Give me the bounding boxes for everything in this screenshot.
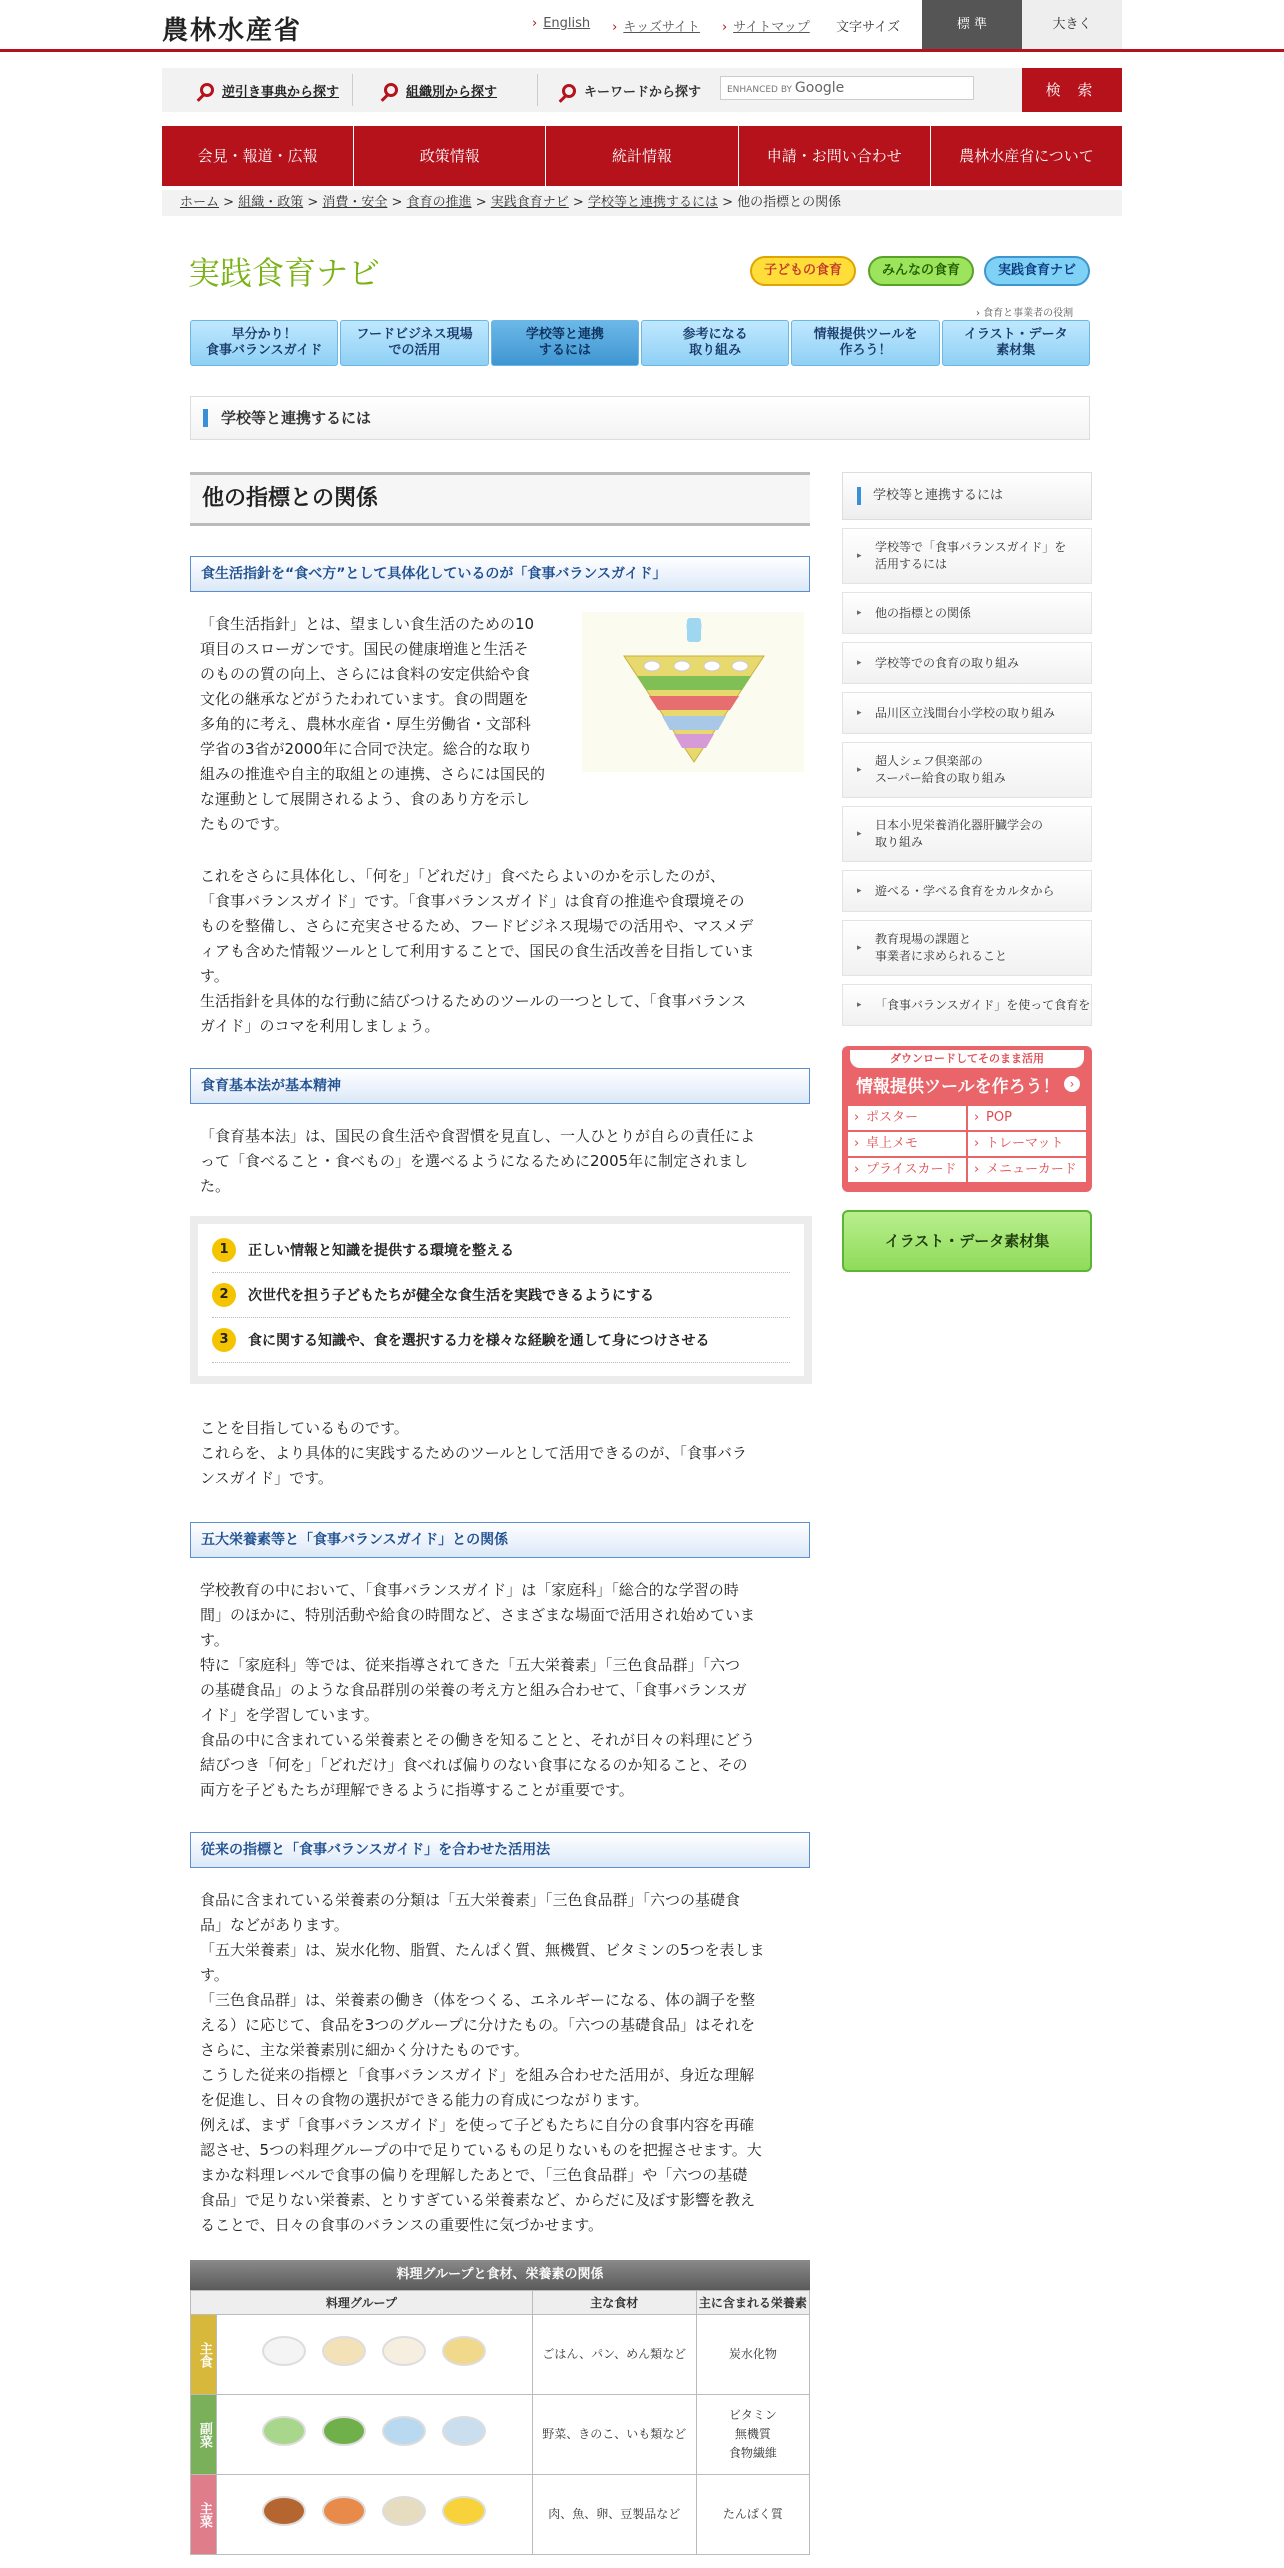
keyword-search-input[interactable]	[720, 76, 974, 100]
greens-image	[382, 2416, 426, 2446]
table-header-row	[191, 2291, 810, 2315]
dish-images	[217, 2315, 533, 2395]
subnav-illustrations[interactable]: イラスト・データ 素材集	[942, 320, 1090, 366]
search-icon	[384, 83, 398, 97]
breadcrumb-home[interactable]: ホーム	[180, 195, 220, 210]
subnav-reference[interactable]: 参考になる 取り組み	[641, 320, 789, 366]
th-food: 主な食材	[532, 2291, 696, 2315]
sidebar-item-school-use[interactable]: ▸ 学校等で「食事バランスガイド」を 活用するには	[842, 528, 1092, 584]
arrow-right-icon[interactable]: ›	[1064, 1076, 1080, 1092]
bread-image	[322, 2336, 366, 2366]
sidebar-item-karuta[interactable]: ▸ 遊べる・学べる食育をカルタから	[842, 870, 1092, 912]
header-bar	[0, 0, 1284, 52]
sub-nav	[190, 320, 1090, 366]
org-search-label: 組織別から探す	[406, 84, 498, 100]
fish-image	[322, 2496, 366, 2526]
page-title: 他の指標との関係	[190, 472, 810, 526]
placeholder-enhanced: ENHANCED BY	[727, 85, 793, 95]
link-sitemap[interactable]: › サイトマップ	[722, 16, 810, 35]
breadcrumb-school[interactable]: 学校等と連携するには	[587, 195, 718, 210]
heading-nutrients: 五大栄養素等と「食事バランスガイド」との関係	[190, 1522, 810, 1558]
tool-download-panel	[842, 1046, 1092, 1192]
group-name: 主食	[191, 2315, 217, 2395]
navi-brand-logo[interactable]	[188, 248, 380, 294]
group-name: 主菜	[191, 2475, 217, 2555]
tool-link-poster[interactable]: › ポスター	[848, 1106, 966, 1130]
table-title: 料理グループと食材、栄養素の関係	[190, 2260, 810, 2290]
th-group: 料理グループ	[191, 2291, 533, 2315]
illustration-data-button[interactable]: イラスト・データ素材集	[842, 1210, 1092, 1272]
placeholder-google: Google	[794, 80, 845, 96]
sidebar-item-use-guide[interactable]: ▸ 「食事バランスガイド」を使って食育を	[842, 984, 1092, 1026]
dish-images	[217, 2475, 533, 2555]
font-size-large-button[interactable]: 大きく	[1022, 0, 1122, 49]
breadcrumb-shokuiku[interactable]: 食育の推進	[406, 195, 472, 210]
heading-combined-use: 従来の指標と「食事バランスガイド」を合わせた活用法	[190, 1832, 810, 1868]
subnav-tools[interactable]: 情報提供ツールを 作ろう！	[791, 320, 939, 366]
simmered-image	[442, 2416, 486, 2446]
food-cell: 野菜、きのこ、いも類など	[532, 2395, 696, 2475]
tool-link-desk-memo[interactable]: › 卓上メモ	[848, 1132, 966, 1156]
breadcrumb-sep: >	[471, 195, 491, 210]
nutrient-cell: ビタミン 無機質 食物繊維	[696, 2395, 809, 2475]
sidebar-item-pediatric-society[interactable]: ▸ 日本小児栄養消化器肝臓学会の 取り組み	[842, 806, 1092, 862]
principle-item	[212, 1318, 790, 1363]
paragraph-nutrients: 学校教育の中において、「食事バランスガイド」は「家庭科」「総合的な学習の時 間」のほかに、特別活動や給食の時間など、さまざまな場面で活用され始めていま す。 特に「家庭科」等では、従来指導されてきた「五大栄養素」「三色食品群」「六つ の基礎食品」のような食品群別の栄養の考え方と組み合わせて、「食事バランスガ イド」を学習しています。 食品の中に含まれている栄養素とその働きを知ることと、それが日々の料理にどう 結びつき「何を」「どれだけ」食べれば偏りのない食事になるのか知ること、その 両方を子どもたちが理解できるように指導することが重要です。	[200, 1581, 756, 1799]
sidebar-item-school-efforts[interactable]: ▸ 学校等での食育の取り組み	[842, 642, 1092, 684]
pill-kids-shokuiku[interactable]: 子どもの食育	[750, 256, 856, 286]
subnav-balance-guide[interactable]: 早分かり！ 食事バランスガイド	[190, 320, 338, 366]
pill-practice-navi[interactable]: 実践食育ナビ	[984, 256, 1090, 286]
heading-guidelines: 食生活指針を“食べ方”として具体化しているのが「食事バランスガイド」	[190, 556, 810, 592]
link-english[interactable]: › English	[532, 16, 590, 35]
table-row	[191, 2475, 810, 2555]
breadcrumb-navi[interactable]: 実践食育ナビ	[490, 195, 569, 210]
section-heading: 学校等と連携するには	[190, 396, 1090, 440]
gnav-press[interactable]: 会見・報道・広報	[162, 126, 354, 186]
subnav-school[interactable]: 学校等と連携 するには	[491, 320, 639, 366]
tool-links	[848, 1106, 1086, 1182]
utility-links	[532, 16, 810, 35]
subnav-food-business[interactable]: フードビジネス現場 での活用	[340, 320, 488, 366]
table-row	[191, 2315, 810, 2395]
paragraph-aims: ことを目指しているものです。 これらを、より具体的に実践するためのツールとして活用できるのが、「食事バラ ンスガイド」です。	[200, 1419, 747, 1487]
principle-text: 食に関する知識や、食を選択する力を様々な経験を通して身につけさせる	[248, 1333, 710, 1349]
gnav-policy[interactable]: 政策情報	[354, 126, 546, 186]
download-title[interactable]: 情報提供ツールを作ろう！	[856, 1077, 1060, 1097]
tool-link-pop[interactable]: › POP	[968, 1106, 1086, 1130]
gnav-statistics[interactable]: 統計情報	[546, 126, 738, 186]
keyword-label-text: キーワードから探す	[584, 85, 702, 100]
gnav-application[interactable]: 申請・お問い合わせ	[739, 126, 931, 186]
sidebar-heading[interactable]: 学校等と連携するには	[842, 472, 1092, 520]
brand-accent: 実践	[188, 254, 253, 292]
keyword-label	[562, 81, 701, 100]
breadcrumb-consumer-safety[interactable]: 消費・安全	[322, 195, 388, 210]
sidebar-item-chef-club[interactable]: ▸ 超人シェフ倶楽部の スーパー給食の取り組み	[842, 742, 1092, 798]
download-caption: ダウンロードしてそのまま活用	[850, 1050, 1084, 1068]
search-submit-button[interactable]: 検 索	[1022, 68, 1122, 112]
paragraph-basic-law: 「食育基本法」は、国民の食生活や食習慣を見直し、一人ひとりが自らの責任によ って「食べること・食べもの」を選べるようになるために2005年に制定されまし た。	[200, 1127, 756, 1195]
breadcrumb-current: 他の指標との関係	[737, 195, 842, 210]
breadcrumb-sep: >	[387, 195, 407, 210]
reverse-lookup-label: 逆引き事典から探す	[222, 84, 340, 100]
breadcrumb-sep: >	[219, 195, 239, 210]
food-cell: ごはん、パン、めん類など	[532, 2315, 696, 2395]
pasta-image	[382, 2336, 426, 2366]
org-search-button[interactable]	[384, 68, 497, 112]
tofu-image	[382, 2496, 426, 2526]
principle-number: 2	[212, 1283, 236, 1307]
vegetable-image	[322, 2416, 366, 2446]
paragraph-balance-guide: これをさらに具体化し、「何を」「どれだけ」食べたらよいのかを示したのが、 「食事バランスガイド」です。「食事バランスガイド」は食育の推進や食環境その ものを整備し、さらに充実させるため、フードビジネス現場での活用や、マスメデ ィアも含めた情報ツールとして利用することで、国民の食生活改善を目指していま す。 生活指針を具体的な行動に結びつけるためのツールの一つとして、「食事バランス ガイド」のコマを利用しましょう。	[200, 867, 755, 1035]
reverse-lookup-button[interactable]	[200, 68, 339, 112]
principle-number: 1	[212, 1238, 236, 1262]
search-icon	[562, 84, 576, 98]
food-cell: 肉、魚、卵、豆製品など	[532, 2475, 696, 2555]
nutrient-cell: たんぱく質	[696, 2475, 809, 2555]
nutrient-cell: 炭水化物	[696, 2315, 809, 2395]
sidebar-item-shinagawa[interactable]: ▸ 品川区立浅間台小学校の取り組み	[842, 692, 1092, 734]
balance-guide-pyramid-image	[582, 612, 804, 772]
paragraph-guidelines: 「食生活指針」とは、望ましい食生活のための10 項目のスローガンです。国民の健康増進と生活そ のものの質の向上、さらには食料の安定供給や食 文化の継承などがうたわれています。食の問題を 多角的に考え、農林水産省・厚生労働省・文部科 学省の3省が2000年に合同で決定。総合的な取り 組みの推進や自主的取組との連携、さらには国民的 な運動として展開されるよう、食のあり方を示し たものです。	[200, 615, 546, 833]
principles-box	[190, 1216, 812, 1384]
brand-rest: 食育ナビ	[252, 254, 381, 292]
search-icon	[200, 83, 214, 97]
paragraph-combined-use: 食品に含まれている栄養素の分類は「五大栄養素」「三色食品群」「六つの基礎食 品」などがあります。 「五大栄養素」は、炭水化物、脂質、たんぱく質、無機質、ビタミンの5つを表しま す。 「三色食品群」は、栄養素の働き（体をつくる、エネルギーになる、体の調子を整 える）に応じて、食品を3つのグループに分けたもの。「六つの基礎食品」はそれを さらに、主な栄養素別に細かく分けたものです。 こうした従来の指標と「食事バランスガイド」を組み合わせた活用が、身近な理解 を促進し、日々の食物の選択ができる能力の育成につながります。 例えば、まず「食事バランスガイド」を使って子どもたちに自分の食事内容を再確 認させ、5つの料理グループの中で足りているもの足りないものを把握させます。大 まかな料理レベルで食事の偏りを理解したあとで、「三色食品群」や「六つの基礎 食品」で足りない栄養素、とりすぎている栄養素など、からだに及ぼす影響を教え ることで、日々の食事のバランスの重要性に気づかせます。	[200, 1891, 765, 2234]
th-nutrient: 主に含まれる栄養素	[696, 2291, 809, 2315]
sidebar-item-challenges[interactable]: ▸ 教育現場の課題と 事業者に求められること	[842, 920, 1092, 976]
pill-everyone-shokuiku[interactable]: みんなの食育	[868, 256, 974, 286]
meat-image	[262, 2496, 306, 2526]
principle-number: 3	[212, 1328, 236, 1352]
divider	[352, 74, 353, 106]
tool-link-menu-card[interactable]: › メニューカード	[968, 1158, 1086, 1182]
divider	[537, 74, 538, 106]
breadcrumb-sep: >	[303, 195, 323, 210]
breadcrumb-org-policy[interactable]: 組織・政策	[238, 195, 304, 210]
link-kids-site[interactable]: › キッズサイト	[612, 16, 700, 35]
global-nav	[162, 126, 1122, 186]
breadcrumb-sep: >	[717, 195, 738, 210]
food-group-table	[190, 2290, 810, 2555]
font-size-standard-button[interactable]: 標 準	[922, 0, 1022, 49]
rice-bowl-image	[262, 2336, 306, 2366]
salad-image	[262, 2416, 306, 2446]
egg-image	[442, 2496, 486, 2526]
breadcrumb	[162, 190, 1122, 216]
table-row	[191, 2395, 810, 2475]
font-size-label: 文字サイズ	[836, 20, 900, 35]
breadcrumb-sep: >	[568, 195, 588, 210]
principle-item	[212, 1228, 790, 1273]
dish-images	[217, 2395, 533, 2475]
sidebar-item-other-indicators[interactable]: ▸ 他の指標との関係	[842, 592, 1092, 634]
noodle-image	[442, 2336, 486, 2366]
heading-basic-law: 食育基本法が基本精神	[190, 1068, 810, 1104]
tool-link-tray-mat[interactable]: › トレーマット	[968, 1132, 1086, 1156]
tool-link-price-card[interactable]: › プライスカード	[848, 1158, 966, 1182]
principle-text: 正しい情報と知識を提供する環境を整える	[248, 1243, 514, 1259]
group-name: 副菜	[191, 2395, 217, 2475]
principle-item	[212, 1273, 790, 1318]
search-bar	[162, 68, 1122, 112]
site-logo[interactable]: 農林水産省	[162, 16, 303, 46]
gnav-about[interactable]: 農林水産省について	[959, 147, 1094, 165]
role-link[interactable]: › 食育と事業者の役割	[976, 308, 1074, 319]
principle-text: 次世代を担う子どもたちが健全な食生活を実践できるようにする	[248, 1288, 654, 1304]
